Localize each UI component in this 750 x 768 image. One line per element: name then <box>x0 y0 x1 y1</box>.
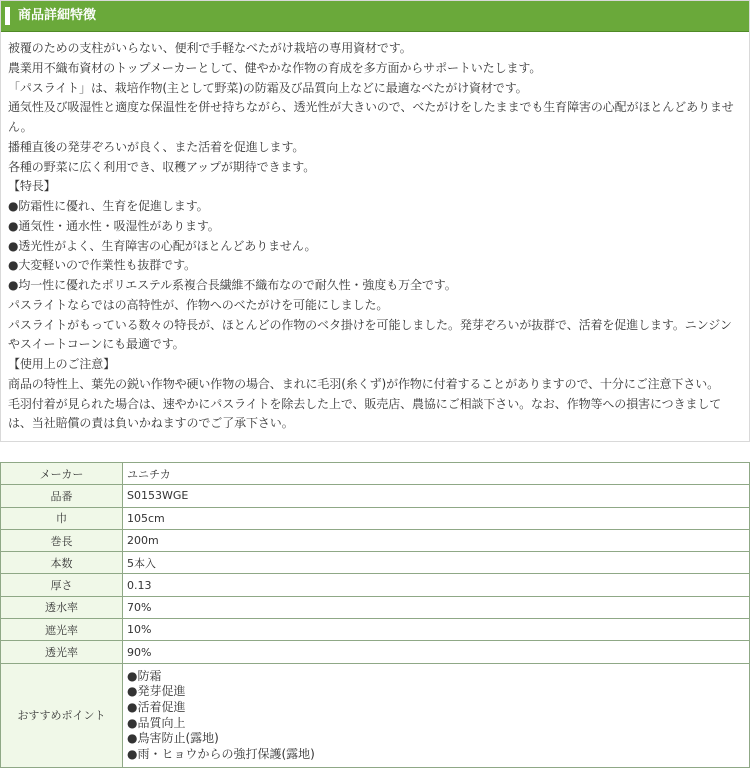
table-row <box>1 507 750 529</box>
section-title: 商品詳細特徴 <box>18 8 97 23</box>
spec-value-light-transmission: 90% <box>123 641 750 663</box>
spec-table <box>0 462 750 768</box>
table-row <box>1 641 750 663</box>
description-body <box>1 32 749 434</box>
description-line: 農業用不織布資材のトップメーカーとして、健やかな作物の育成を多方面からサポートいたします。 <box>8 60 542 75</box>
table-row <box>1 663 750 767</box>
spec-label-width: 巾 <box>1 507 123 529</box>
list-item: ●活着促進 <box>127 700 186 715</box>
spec-value-water-permeability: 70% <box>123 596 750 618</box>
spec-label-light-transmission: 透光率 <box>1 641 123 663</box>
caution-text: 毛羽付着が見られた場合は、速やかにパスライトを除去した上で、販売店、農協にご相談下さい。なお、作物等への損害につきましては、当社賠償の責は負いかねますのでご了承下さい。 <box>8 396 722 431</box>
description-line: パスライトならではの高特性が、作物へのべたがけを可能にしました。 <box>8 297 389 312</box>
table-row <box>1 485 750 507</box>
spec-label-quantity: 本数 <box>1 552 123 574</box>
feature-item: ●均一性に優れたポリエステル系複合長繊維不織布なので耐久性・強度も万全です。 <box>8 278 457 292</box>
spec-value-recommend <box>123 663 750 767</box>
description-line: 通気性及び吸湿性と適度な保温性を併せ持ちながら、透光性が大きいので、べたがけをしたままでも生育障害の心配がほとんどありません。 <box>8 100 734 134</box>
description-line: 被覆のための支柱がいらない、便利で手軽なべたがけ栽培の専用資材です。 <box>8 41 412 55</box>
table-row <box>1 574 750 596</box>
feature-item: ●通気性・通水性・吸湿性があります。 <box>8 218 220 233</box>
table-row <box>1 552 750 574</box>
spec-value-width: 105cm <box>123 507 750 529</box>
spec-label-water-permeability: 透水率 <box>1 596 123 618</box>
spec-label-recommend: おすすめポイント <box>1 663 123 767</box>
description-line: 「パスライト」は、栽培作物(主として野菜)の防霜及び品質向上などに最適なべたがけ資材です。 <box>8 80 528 95</box>
spec-label-maker: メーカー <box>1 463 123 485</box>
spec-value-roll-length: 200m <box>123 529 750 551</box>
caution-text: 商品の特性上、葉先の鋭い作物や硬い作物の場合、まれに毛羽(糸くず)が作物に付着することがありますので、十分にご注意下さい。 <box>8 376 720 391</box>
description-line: パスライトがもっている数々の特長が、ほとんどの作物のベタ掛けを可能しました。発芽ぞろいが抜群で、活着を促進します。ニンジンやスイートコーンにも最適です。 <box>8 317 732 352</box>
spec-value-maker: ユニチカ <box>123 463 750 485</box>
spec-value-quantity: 5本入 <box>123 552 750 574</box>
list-item: ●発芽促進 <box>127 684 186 699</box>
feature-item: ●大変軽いので作業性も抜群です。 <box>8 258 196 273</box>
feature-item: ●透光性がよく、生育障害の心配がほとんどありません。 <box>8 238 317 253</box>
description-line: 各種の野菜に広く利用でき、収穫アップが期待できます。 <box>8 159 316 174</box>
table-row <box>1 529 750 551</box>
header-bar-marker <box>5 7 10 25</box>
list-item: ●防霜 <box>127 668 162 683</box>
recommend-list <box>127 668 749 763</box>
table-row <box>1 619 750 641</box>
description-line: 播種直後の発芽ぞろいが良く、また活着を促進します。 <box>8 139 305 154</box>
list-item: ●品質向上 <box>127 715 186 730</box>
features-heading: 【特長】 <box>8 179 56 194</box>
spec-label-roll-length: 巻長 <box>1 529 123 551</box>
spec-value-shading-rate: 10% <box>123 619 750 641</box>
table-row <box>1 596 750 618</box>
spec-label-shading-rate: 遮光率 <box>1 619 123 641</box>
feature-item: ●防霜性に優れ、生育を促進します。 <box>8 199 209 213</box>
list-item: ●鳥害防止(露地) <box>127 731 219 746</box>
spec-value-part-number: S0153WGE <box>123 485 750 507</box>
spec-label-part-number: 品番 <box>1 485 123 507</box>
spec-value-thickness: 0.13 <box>123 574 750 596</box>
caution-heading: 【使用上のご注意】 <box>8 357 116 371</box>
section-header <box>1 1 749 32</box>
table-row <box>1 463 750 485</box>
list-item: ●雨・ヒョウからの強打保護(露地) <box>127 746 315 761</box>
spec-label-thickness: 厚さ <box>1 574 123 596</box>
